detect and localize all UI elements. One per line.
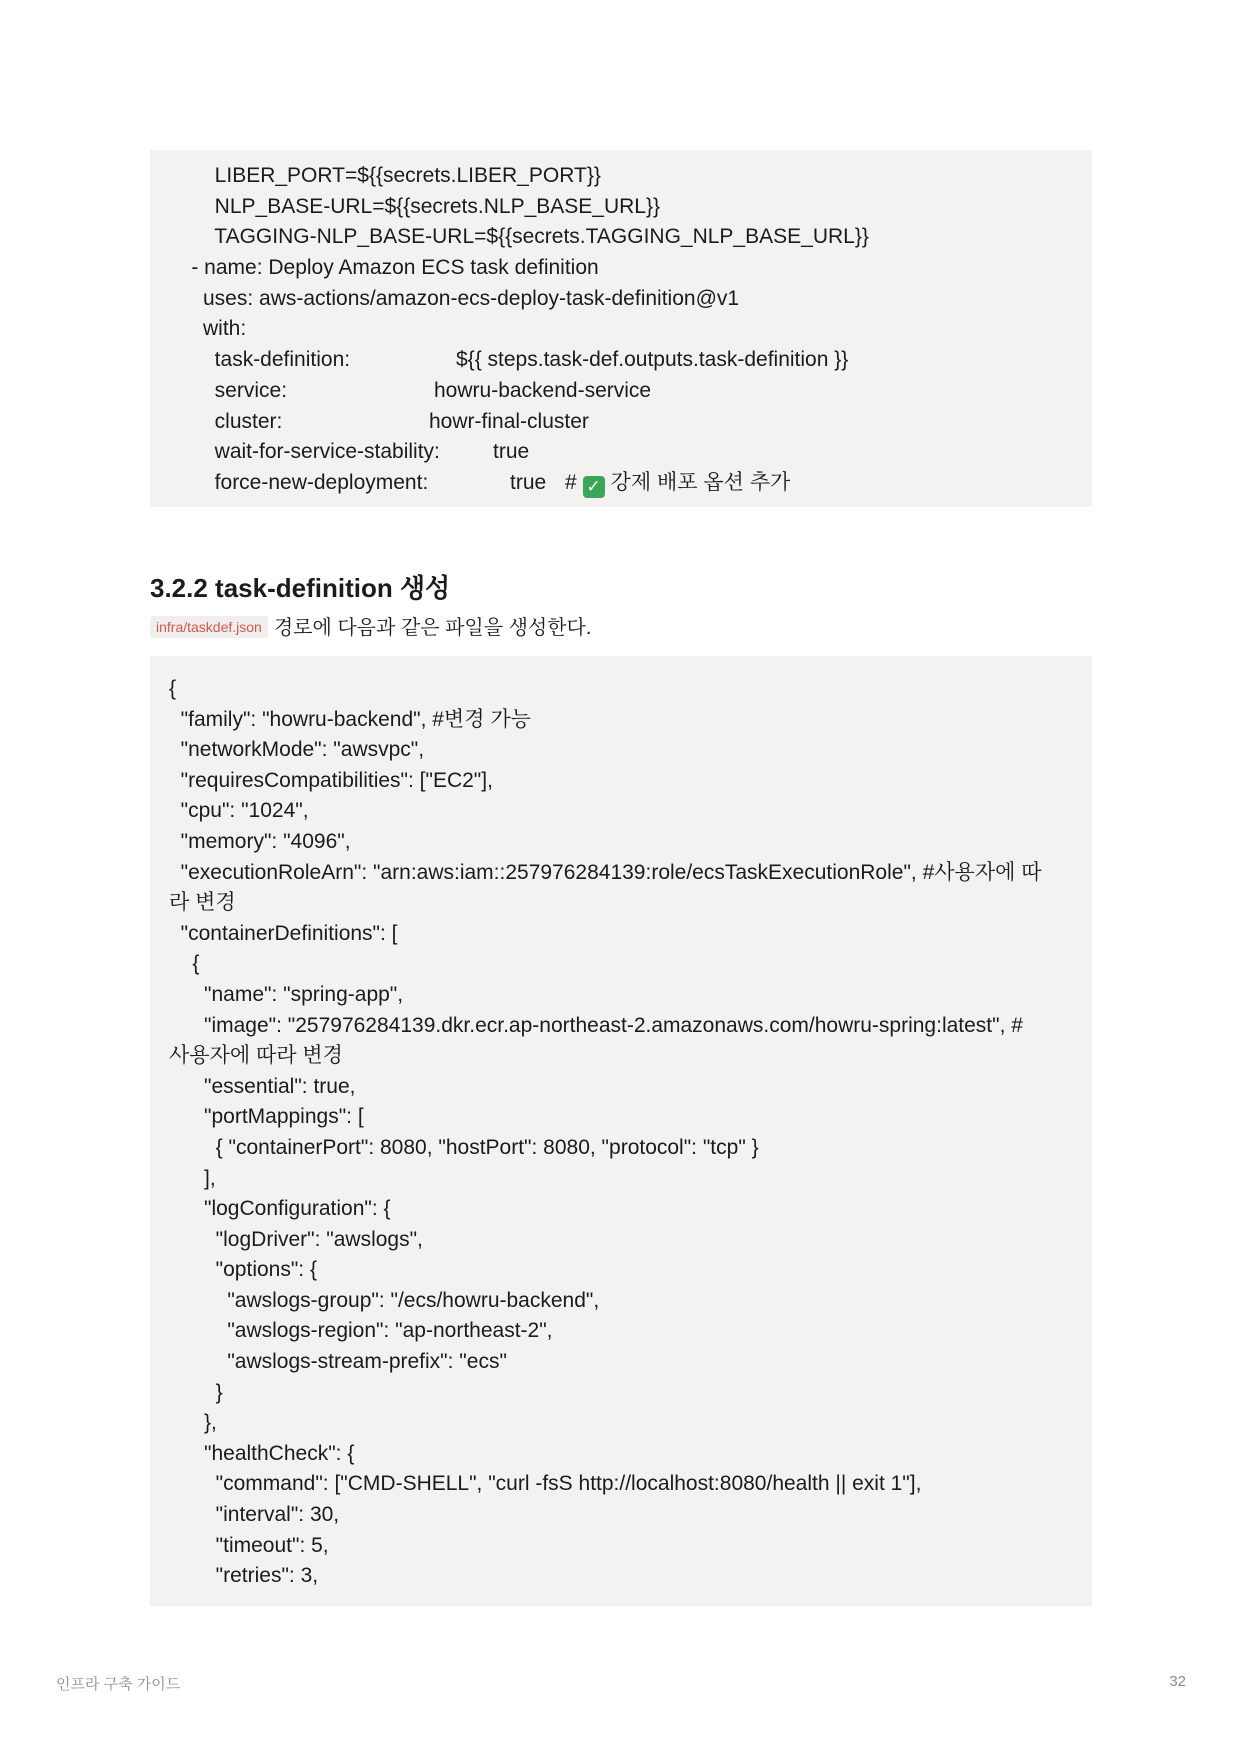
code-line <box>150 1286 1092 1317</box>
code-line <box>150 253 1092 284</box>
code-value: true <box>510 470 547 494</box>
code-text: }, <box>169 1411 217 1435</box>
code-text: "command": ["CMD-SHELL", "curl -fsS http://localhost:8080/health || exit 1"], <box>169 1472 922 1496</box>
code-key: service: <box>168 378 288 402</box>
code-line <box>150 376 1092 407</box>
code-line <box>150 1133 1092 1164</box>
comment-hash: # <box>565 470 577 494</box>
section-intro <box>150 614 591 642</box>
code-block-taskdef <box>150 656 1092 1606</box>
code-line <box>150 1102 1092 1133</box>
code-text: "logDriver": "awslogs", <box>169 1227 423 1251</box>
code-line <box>150 161 1092 192</box>
code-line <box>150 1469 1092 1500</box>
code-text: "cpu": "1024", <box>169 799 309 823</box>
code-line <box>150 827 1092 858</box>
comment-text: 강제 배포 옵션 추가 <box>610 470 791 494</box>
code-line <box>150 1347 1092 1378</box>
code-block-workflow <box>150 150 1092 507</box>
code-line <box>150 980 1092 1011</box>
code-line <box>150 949 1092 980</box>
code-text: "executionRoleArn": "arn:aws:iam::257976284139:role/ecsTaskExecutionRole", #사용자에 따 <box>169 860 1042 884</box>
code-line <box>150 1011 1092 1042</box>
code-text: "networkMode": "awsvpc", <box>169 738 425 762</box>
code-value: howr-final-cluster <box>429 409 589 433</box>
code-text: "retries": 3, <box>169 1564 319 1588</box>
code-line <box>150 314 1092 345</box>
code-text: 라 변경 <box>169 891 236 915</box>
code-line <box>150 284 1092 315</box>
code-text: "awslogs-group": "/ecs/howru-backend", <box>169 1288 600 1312</box>
code-text: TAGGING-NLP_BASE-URL=${{secrets.TAGGING_NLP_BASE_URL}} <box>168 225 869 249</box>
code-line <box>150 1439 1092 1470</box>
code-text: "family": "howru-backend", #변경 가능 <box>169 707 531 731</box>
code-key: wait-for-service-stability: <box>168 440 440 464</box>
code-key: task-definition: <box>168 348 351 372</box>
code-line <box>150 1225 1092 1256</box>
intro-text: 경로에 다음과 같은 파일을 생성한다. <box>273 617 592 639</box>
code-line <box>150 766 1092 797</box>
code-text: 사용자에 따라 변경 <box>169 1044 343 1068</box>
code-line <box>150 1072 1092 1103</box>
code-line <box>150 919 1092 950</box>
code-line <box>150 1194 1092 1225</box>
code-line <box>150 796 1092 827</box>
check-mark-icon: ✓ <box>583 476 605 498</box>
section-heading: 3.2.2 task-definition 생성 <box>150 573 451 603</box>
code-text: "awslogs-region": "ap-northeast-2", <box>169 1319 553 1343</box>
code-line <box>150 1316 1092 1347</box>
code-key: cluster: <box>168 409 283 433</box>
code-text: "options": { <box>169 1258 317 1282</box>
code-line <box>150 674 1092 705</box>
code-text: "logConfiguration": { <box>169 1197 391 1221</box>
code-line <box>150 1164 1092 1195</box>
code-text: "awslogs-stream-prefix": "ecs" <box>169 1350 507 1374</box>
code-text: "memory": "4096", <box>169 829 351 853</box>
code-text: ], <box>169 1166 216 1190</box>
code-line <box>150 437 1092 468</box>
code-text: LIBER_PORT=${{secrets.LIBER_PORT}} <box>168 164 601 187</box>
code-text: "requiresCompatibilities": ["EC2"], <box>169 768 493 792</box>
code-text: { "containerPort": 8080, "hostPort": 8080, "protocol": "tcp" } <box>169 1135 759 1159</box>
code-text: "healthCheck": { <box>169 1441 355 1465</box>
code-text: { <box>169 677 177 700</box>
page-number: 32 <box>1169 1673 1186 1690</box>
code-line <box>150 1561 1092 1592</box>
code-text: "timeout": 5, <box>169 1533 329 1557</box>
code-value: ${{ steps.task-def.outputs.task-definition }} <box>456 348 849 372</box>
code-line <box>150 1041 1092 1072</box>
code-text: "portMappings": [ <box>169 1105 364 1129</box>
code-text: "essential": true, <box>169 1074 356 1098</box>
code-text: "interval": 30, <box>169 1503 340 1527</box>
footer-document-title: 인프라 구축 가이드 <box>56 1676 181 1693</box>
code-text: { <box>169 952 200 976</box>
code-value: howru-backend-service <box>434 378 652 402</box>
code-line <box>150 888 1092 919</box>
code-line <box>150 222 1092 253</box>
code-comment <box>565 468 790 499</box>
code-value: true <box>493 440 530 464</box>
code-line <box>150 735 1092 766</box>
code-line <box>150 1255 1092 1286</box>
code-text: "name": "spring-app", <box>169 982 404 1006</box>
code-line <box>150 1378 1092 1409</box>
code-text: NLP_BASE-URL=${{secrets.NLP_BASE_URL}} <box>168 194 661 218</box>
code-line <box>150 1500 1092 1531</box>
code-key: force-new-deployment: <box>168 470 429 494</box>
code-line <box>150 345 1092 376</box>
code-text: - name: Deploy Amazon ECS task definition <box>168 256 599 280</box>
code-line <box>150 1408 1092 1439</box>
inline-code-file-path: infra/taskdef.json <box>150 616 268 638</box>
code-line <box>150 192 1092 223</box>
code-text: with: <box>168 317 247 341</box>
code-line <box>150 858 1092 889</box>
code-text: } <box>169 1380 223 1404</box>
code-text: "image": "257976284139.dkr.ecr.ap-northeast-2.amazonaws.com/howru-spring:latest", # <box>169 1013 1023 1037</box>
code-line <box>150 1531 1092 1562</box>
code-line <box>150 407 1092 438</box>
code-text: uses: aws-actions/amazon-ecs-deploy-task-definition@v1 <box>168 286 740 310</box>
code-text: "containerDefinitions": [ <box>169 921 398 945</box>
code-line <box>150 468 1092 499</box>
code-line <box>150 705 1092 736</box>
